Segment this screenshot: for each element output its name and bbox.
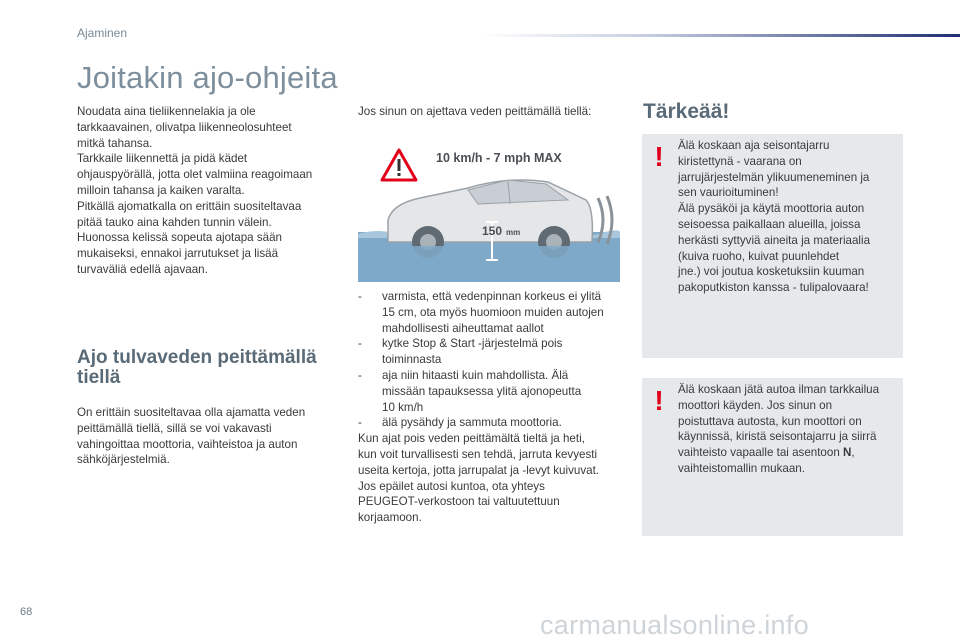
text-line: pakoputkiston kanssa - tulipalovaara! [678, 281, 869, 295]
flood-heading [77, 348, 339, 388]
text-line: mitkä tahansa. [77, 136, 153, 150]
warning-text [678, 382, 896, 477]
text-line: missään tapauksessa ylitä ajonopeutta [382, 384, 582, 398]
text-line: Jos epäilet autosi kuntoa, ota yhteys [358, 479, 545, 493]
section-title: Ajaminen [77, 26, 128, 40]
watermark: carmanualsonline.info [540, 610, 809, 640]
text-line: pitää tauko aina kahden tunnin välein. [77, 215, 272, 229]
text-line: peittämällä tiellä, sillä se voi vakavasti [77, 421, 272, 435]
text-line: ohjauspyörällä, jotta olet valmiina reagoimaan [77, 168, 313, 182]
text-line: aja niin hitaasti kuin mahdollista. Älä [382, 368, 569, 382]
text-line: milloin tahansa ja kaiken varalta. [77, 183, 245, 197]
text-line: herkästi syttyviä aineita ja materiaalia [678, 233, 871, 247]
warning-text [678, 138, 896, 296]
flood-paragraph [77, 405, 339, 468]
flood-illustration [358, 142, 620, 282]
text-line: korjaamoon. [358, 511, 422, 525]
text-line: Älä pysäköi ja käytä moottoria auton [678, 202, 865, 216]
water-overlay [358, 246, 620, 282]
text-line: varmista, että vedenpinnan korkeus ei ylitä [382, 290, 602, 303]
water-instructions [358, 289, 620, 526]
text-line: moottori käyden. Jos sinun on [678, 398, 833, 412]
text-line [678, 445, 896, 461]
text-line: Pitkällä ajomatkalla on erittäin suositeltavaa [77, 199, 302, 213]
intro-paragraph [77, 104, 339, 278]
depth-unit: mm [506, 228, 521, 237]
flood-heading-line: tiellä [77, 367, 121, 388]
text-fragment: , [851, 446, 855, 460]
text-line: Noudata aina tieliikennelakia ja ole [77, 105, 256, 118]
bullet-dash: - [358, 368, 362, 382]
text-line: seisoessa paikallaan alueilla, joissa [678, 217, 861, 231]
text-line: vaihteistomallin mukaan. [678, 461, 805, 475]
car-in-water-illustration [358, 142, 620, 282]
speed-label: 10 km/h - 7 mph MAX [436, 151, 562, 165]
text-line: Älä koskaan jätä autoa ilman tarkkailua [678, 383, 880, 396]
text-line: On erittäin suositeltavaa olla ajamatta veden [77, 406, 306, 419]
text-line: PEUGEOT-verkostoon tai valtuutettuun [358, 495, 560, 509]
list-item [358, 415, 620, 431]
text-line: vahingoittaa moottoria, vaihteistoa ja auton [77, 437, 298, 451]
exclamation-icon: ! [654, 385, 664, 416]
list-item [358, 336, 620, 368]
list-item [358, 368, 620, 415]
text-line: sen vaurioituminen! [678, 186, 779, 200]
list-item [358, 289, 620, 336]
text-line: kiristettynä - vaarana on [678, 154, 802, 168]
exclamation-icon: ! [654, 141, 664, 172]
text-fragment: vaihteisto vapaalle tai asentoon [678, 446, 844, 460]
bullet-dash: - [358, 290, 362, 303]
text-line: (kuiva ruoho, kuivat puunlehdet [678, 249, 840, 263]
header-rule [480, 34, 960, 37]
warning-triangle-icon [382, 150, 416, 180]
warning-box [642, 134, 903, 358]
text-line: sähköjärjestelmiä. [77, 453, 170, 467]
depth-value: 150 [482, 224, 503, 238]
flood-heading-line: Ajo tulvaveden peittämällä [77, 347, 317, 368]
text-line: jne.) voi joutua kosketuksiin kuuman [678, 265, 865, 279]
page-title: Joitakin ajo-ohjeita [77, 60, 338, 95]
text-line: älä pysähdy ja sammuta moottoria. [382, 416, 562, 430]
text-line: 10 km/h [382, 400, 424, 414]
text-line: mahdollisesti aiheuttamat aallot [382, 321, 544, 335]
warning-box [642, 378, 903, 536]
text-line: kytke Stop & Start -järjestelmä pois [382, 337, 563, 351]
text-line: useita kertoja, jotta jarrupalat ja -levyt kuivuvat. [358, 463, 600, 477]
gear-neutral-label: N [843, 446, 852, 460]
text-line: Tarkkaile liikennettä ja pidä kädet [77, 152, 248, 166]
text-line: 15 cm, ota myös huomioon muiden autojen [382, 305, 604, 319]
text-line: toiminnasta [382, 353, 442, 367]
water-intro [358, 104, 620, 120]
page-number: 68 [20, 606, 33, 618]
bullet-dash: - [358, 416, 362, 430]
text-line: turvaväliä edellä ajavaan. [77, 262, 208, 276]
text-line: tarkkaavainen, olivatpa liikenneolosuhteet [77, 120, 292, 134]
text-line: kun voit turvallisesti sen tehdä, jarruta kevyesti [358, 447, 598, 461]
text-line: Huonossa kelissä sopeuta ajotapa sään [77, 231, 282, 245]
important-heading: Tärkeää! [643, 100, 730, 123]
text-line: Kun ajat pois veden peittämältä tieltä ja heti, [358, 432, 585, 446]
text-line: poistuttava autosta, kun moottori on [678, 414, 862, 428]
text-line: Älä koskaan aja seisontajarru [678, 139, 830, 152]
text-line: jarrujärjestelmän ylikuumeneminen ja [678, 170, 870, 184]
text-line: mukaiseksi, ennakoi jarrutukset ja lisää [77, 247, 279, 261]
bullet-dash: - [358, 337, 362, 351]
text-line: käynnissä, kiristä seisontajarru ja siirrä [678, 430, 877, 444]
text-line: Jos sinun on ajettava veden peittämällä tiellä: [358, 105, 592, 118]
